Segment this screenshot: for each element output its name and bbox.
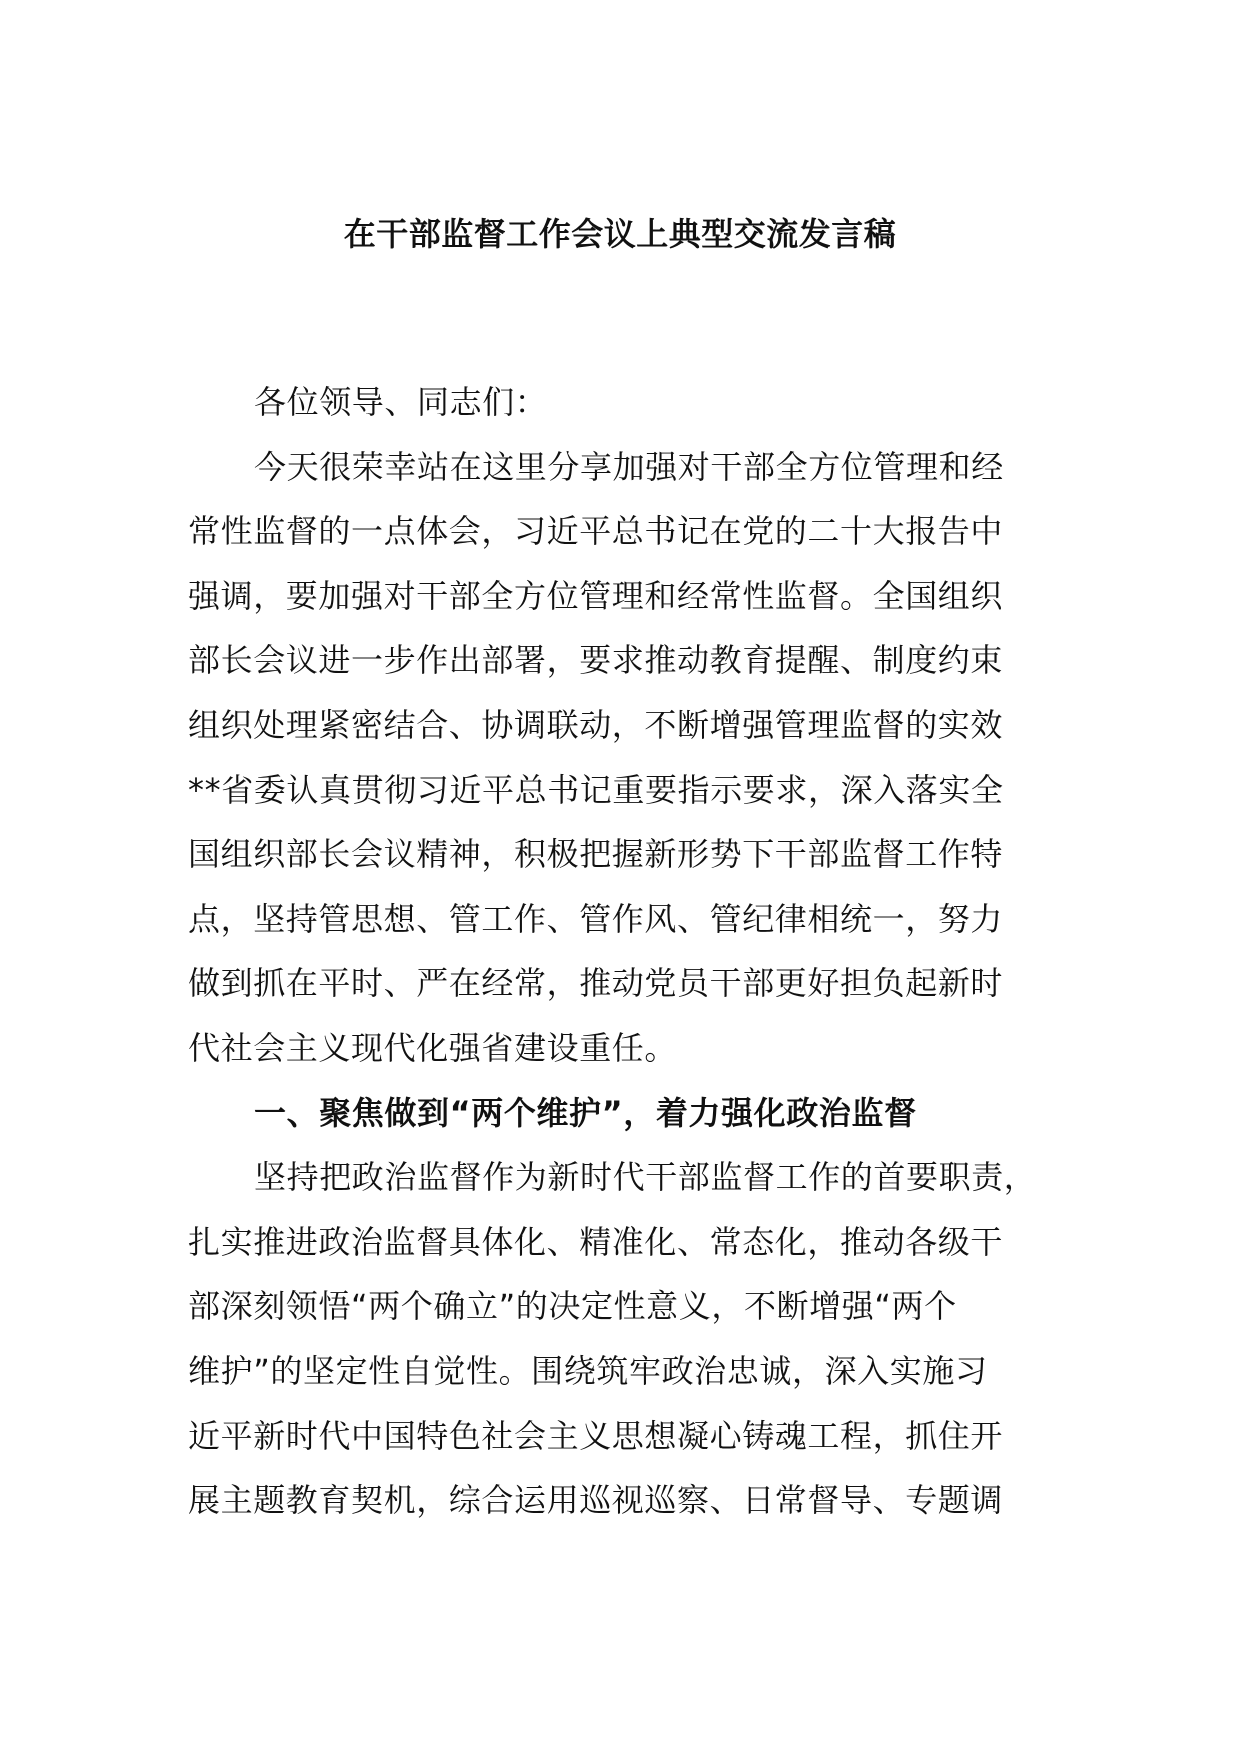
salutation-line: 各位领导、同志们： xyxy=(254,383,548,421)
section-heading-1: 一、聚焦做到“两个维护”，着力强化政治监督 xyxy=(254,1093,917,1132)
paragraph-line: 常性监督的一点体会，习近平总书记在党的二十大报告中 xyxy=(188,512,1004,551)
document-title: 在干部监督工作会议上典型交流发言稿 xyxy=(343,215,897,253)
paragraph-line: 部长会议进一步作出部署，要求推动教育提醒、制度约束 xyxy=(188,641,1004,680)
paragraph-line: 点，坚持管思想、管工作、管作风、管纪律相统一，努力 xyxy=(188,899,1004,938)
paragraph-line: 部深刻领悟“两个确立”的决定性意义，不断增强“两个 xyxy=(188,1287,957,1326)
document-body xyxy=(188,370,1058,1533)
paragraph-line: 今天很荣幸站在这里分享加强对干部全方位管理和经 xyxy=(254,447,1004,486)
paragraph-line: 坚持把政治监督作为新时代干部监督工作的首要职责， xyxy=(254,1158,1037,1197)
paragraph-line: 展主题教育契机，综合运用巡视巡察、日常督导、专题调 xyxy=(188,1481,1004,1520)
paragraph-line: 强调，要加强对干部全方位管理和经常性监督。全国组织 xyxy=(188,576,1004,615)
paragraph-line: 维护”的坚定性自觉性。围绕筑牢政治忠诚，深入实施习 xyxy=(188,1351,988,1390)
paragraph-line: 代社会主义现代化强省建设重任。 xyxy=(188,1028,678,1067)
paragraph-line: 组织处理紧密结合、协调联动，不断增强管理监督的实效 xyxy=(188,705,1004,744)
paragraph-line: 做到抓在平时、严在经常，推动党员干部更好担负起新时 xyxy=(188,964,1004,1003)
paragraph-line: 扎实推进政治监督具体化、精准化、常态化，推动各级干 xyxy=(188,1222,1004,1261)
paragraph-line: **省委认真贯彻习近平总书记重要指示要求，深入落实全 xyxy=(188,770,1004,809)
paragraph-line: 国组织部长会议精神，积极把握新形势下干部监督工作特 xyxy=(188,835,1004,874)
paragraph-line: 近平新时代中国特色社会主义思想凝心铸魂工程，抓住开 xyxy=(188,1416,1004,1455)
